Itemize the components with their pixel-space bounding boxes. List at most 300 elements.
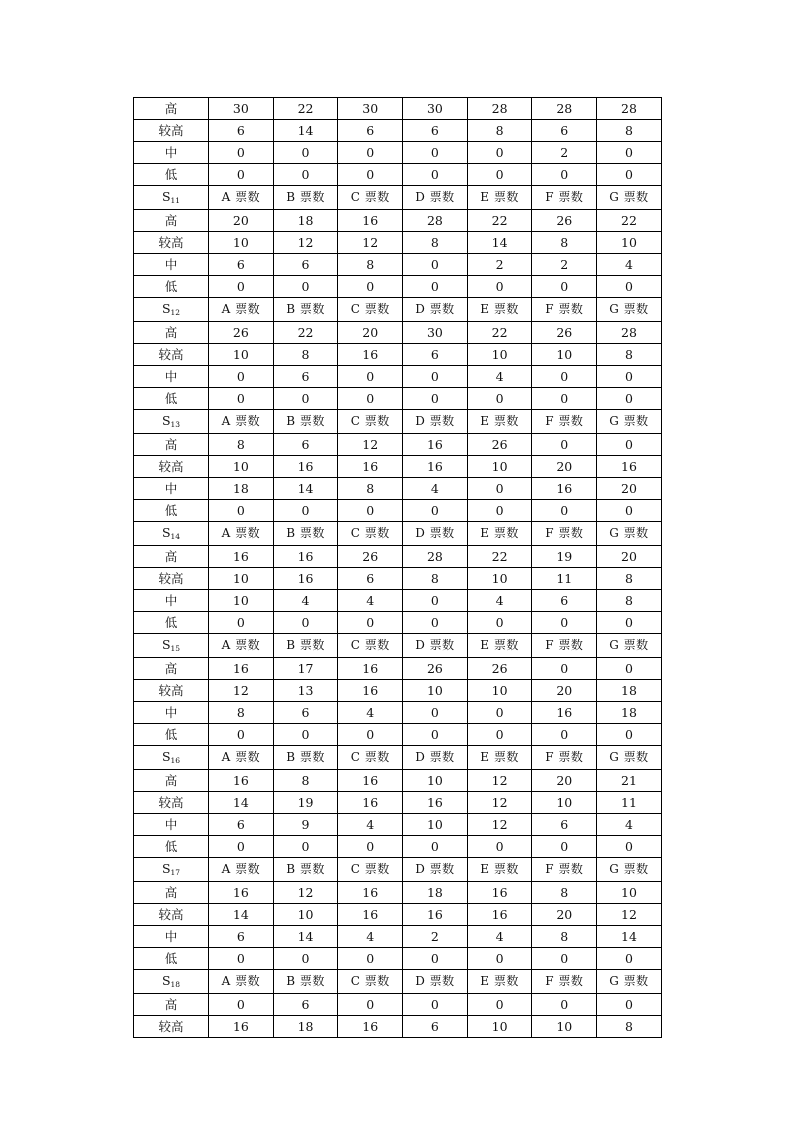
rating-level-label: 高 bbox=[134, 770, 209, 792]
vote-count-cell: 0 bbox=[403, 702, 468, 724]
rating-level-label: 较高 bbox=[134, 1016, 209, 1038]
vote-count-cell: 30 bbox=[338, 98, 403, 120]
vote-count-cell: 16 bbox=[338, 210, 403, 232]
vote-count-cell: 8 bbox=[273, 770, 338, 792]
vote-count-cell: 6 bbox=[403, 1016, 468, 1038]
vote-column-header: B 票数 bbox=[273, 186, 338, 210]
vote-count-cell: 10 bbox=[209, 344, 274, 366]
criterion-label bbox=[134, 522, 209, 546]
vote-count-cell: 28 bbox=[467, 98, 532, 120]
vote-count-cell: 16 bbox=[467, 904, 532, 926]
rating-row bbox=[134, 590, 662, 612]
vote-count-cell: 28 bbox=[597, 98, 662, 120]
vote-column-header: E 票数 bbox=[467, 970, 532, 994]
vote-column-header: D 票数 bbox=[403, 298, 468, 322]
vote-column-header: B 票数 bbox=[273, 522, 338, 546]
vote-column-header: C 票数 bbox=[338, 634, 403, 658]
vote-count-cell: 0 bbox=[403, 948, 468, 970]
vote-count-cell: 0 bbox=[273, 142, 338, 164]
vote-count-table bbox=[133, 97, 662, 1038]
vote-column-header: E 票数 bbox=[467, 634, 532, 658]
vote-count-cell: 22 bbox=[467, 546, 532, 568]
criterion-subscript: 16 bbox=[170, 756, 181, 765]
criterion-letter: S bbox=[161, 637, 171, 652]
rating-row bbox=[134, 434, 662, 456]
criterion-letter: S bbox=[161, 749, 171, 764]
vote-column-header: G 票数 bbox=[597, 970, 662, 994]
vote-count-cell: 20 bbox=[597, 478, 662, 500]
vote-count-cell: 0 bbox=[338, 612, 403, 634]
vote-count-cell: 0 bbox=[209, 612, 274, 634]
vote-count-cell: 16 bbox=[597, 456, 662, 478]
vote-count-cell: 0 bbox=[338, 948, 403, 970]
vote-count-cell: 8 bbox=[597, 344, 662, 366]
vote-count-cell: 14 bbox=[209, 904, 274, 926]
criterion-subscript: 12 bbox=[170, 308, 181, 317]
vote-count-cell: 0 bbox=[467, 276, 532, 298]
vote-count-cell: 16 bbox=[209, 658, 274, 680]
vote-column-header: E 票数 bbox=[467, 186, 532, 210]
rating-row bbox=[134, 680, 662, 702]
vote-count-cell: 4 bbox=[597, 814, 662, 836]
vote-count-cell: 16 bbox=[209, 546, 274, 568]
vote-count-cell: 0 bbox=[467, 702, 532, 724]
vote-count-cell: 0 bbox=[403, 366, 468, 388]
vote-column-header: E 票数 bbox=[467, 522, 532, 546]
criterion-header-row bbox=[134, 634, 662, 658]
criterion-label bbox=[134, 970, 209, 994]
vote-column-header: B 票数 bbox=[273, 634, 338, 658]
vote-count-cell: 0 bbox=[467, 724, 532, 746]
rating-row bbox=[134, 456, 662, 478]
vote-count-cell: 6 bbox=[532, 120, 597, 142]
vote-count-cell: 6 bbox=[403, 344, 468, 366]
vote-count-cell: 8 bbox=[338, 254, 403, 276]
vote-count-cell: 26 bbox=[209, 322, 274, 344]
vote-count-cell: 11 bbox=[597, 792, 662, 814]
vote-count-cell: 10 bbox=[467, 1016, 532, 1038]
vote-count-cell: 16 bbox=[273, 546, 338, 568]
vote-count-cell: 0 bbox=[597, 388, 662, 410]
rating-row bbox=[134, 658, 662, 680]
vote-count-cell: 28 bbox=[597, 322, 662, 344]
vote-column-header: F 票数 bbox=[532, 186, 597, 210]
vote-count-cell: 4 bbox=[467, 926, 532, 948]
vote-count-cell: 12 bbox=[338, 434, 403, 456]
vote-count-cell: 0 bbox=[403, 836, 468, 858]
rating-row bbox=[134, 500, 662, 522]
vote-count-cell: 0 bbox=[597, 434, 662, 456]
vote-count-cell: 0 bbox=[467, 164, 532, 186]
vote-count-cell: 2 bbox=[532, 142, 597, 164]
criterion-subscript: 13 bbox=[170, 420, 181, 429]
vote-count-cell: 0 bbox=[209, 276, 274, 298]
rating-level-label: 低 bbox=[134, 948, 209, 970]
vote-column-header: F 票数 bbox=[532, 634, 597, 658]
vote-count-cell: 8 bbox=[273, 344, 338, 366]
criterion-label bbox=[134, 858, 209, 882]
vote-count-cell: 8 bbox=[403, 568, 468, 590]
vote-column-header: C 票数 bbox=[338, 410, 403, 434]
vote-count-cell: 10 bbox=[403, 770, 468, 792]
vote-count-cell: 0 bbox=[467, 142, 532, 164]
vote-count-cell: 10 bbox=[597, 882, 662, 904]
rating-row bbox=[134, 724, 662, 746]
vote-count-cell: 0 bbox=[273, 388, 338, 410]
rating-row bbox=[134, 948, 662, 970]
rating-level-label: 高 bbox=[134, 882, 209, 904]
vote-count-cell: 8 bbox=[338, 478, 403, 500]
vote-count-cell: 4 bbox=[467, 590, 532, 612]
vote-count-cell: 19 bbox=[532, 546, 597, 568]
vote-count-cell: 2 bbox=[403, 926, 468, 948]
rating-level-label: 高 bbox=[134, 434, 209, 456]
vote-count-cell: 0 bbox=[597, 142, 662, 164]
vote-count-cell: 16 bbox=[273, 568, 338, 590]
vote-count-cell: 4 bbox=[338, 590, 403, 612]
vote-column-header: G 票数 bbox=[597, 298, 662, 322]
vote-count-cell: 0 bbox=[273, 948, 338, 970]
vote-count-cell: 0 bbox=[403, 590, 468, 612]
criterion-letter: S bbox=[161, 189, 171, 204]
vote-count-cell: 0 bbox=[403, 254, 468, 276]
vote-count-cell: 16 bbox=[338, 792, 403, 814]
vote-count-cell: 6 bbox=[209, 926, 274, 948]
vote-count-cell: 26 bbox=[532, 210, 597, 232]
rating-level-label: 较高 bbox=[134, 680, 209, 702]
vote-count-cell: 0 bbox=[403, 994, 468, 1016]
vote-column-header: F 票数 bbox=[532, 522, 597, 546]
vote-column-header: F 票数 bbox=[532, 298, 597, 322]
vote-count-cell: 0 bbox=[209, 164, 274, 186]
vote-count-cell: 0 bbox=[532, 276, 597, 298]
vote-count-cell: 0 bbox=[209, 724, 274, 746]
vote-count-cell: 10 bbox=[467, 344, 532, 366]
vote-count-cell: 16 bbox=[403, 434, 468, 456]
rating-level-label: 中 bbox=[134, 590, 209, 612]
vote-column-header: B 票数 bbox=[273, 970, 338, 994]
vote-count-cell: 8 bbox=[209, 702, 274, 724]
vote-count-cell: 6 bbox=[209, 254, 274, 276]
rating-row bbox=[134, 926, 662, 948]
vote-count-cell: 16 bbox=[273, 456, 338, 478]
rating-level-label: 低 bbox=[134, 164, 209, 186]
vote-column-header: F 票数 bbox=[532, 410, 597, 434]
vote-count-cell: 16 bbox=[209, 1016, 274, 1038]
criterion-header-row bbox=[134, 746, 662, 770]
vote-column-header: A 票数 bbox=[209, 298, 274, 322]
vote-count-cell: 0 bbox=[273, 276, 338, 298]
vote-count-cell: 6 bbox=[532, 590, 597, 612]
vote-column-header: G 票数 bbox=[597, 522, 662, 546]
vote-column-header: C 票数 bbox=[338, 186, 403, 210]
rating-row bbox=[134, 388, 662, 410]
vote-count-cell: 6 bbox=[209, 120, 274, 142]
vote-count-cell: 20 bbox=[532, 770, 597, 792]
criterion-header-row bbox=[134, 970, 662, 994]
criterion-letter: S bbox=[161, 413, 171, 428]
rating-level-label: 高 bbox=[134, 658, 209, 680]
criterion-letter: S bbox=[161, 525, 171, 540]
rating-row bbox=[134, 702, 662, 724]
vote-column-header: A 票数 bbox=[209, 522, 274, 546]
vote-column-header: D 票数 bbox=[403, 746, 468, 770]
rating-row bbox=[134, 770, 662, 792]
rating-row bbox=[134, 120, 662, 142]
vote-count-cell: 0 bbox=[209, 948, 274, 970]
vote-column-header: G 票数 bbox=[597, 858, 662, 882]
vote-count-cell: 26 bbox=[467, 658, 532, 680]
rating-level-label: 低 bbox=[134, 724, 209, 746]
criterion-subscript: 14 bbox=[170, 532, 181, 541]
vote-count-cell: 0 bbox=[403, 724, 468, 746]
vote-column-header: A 票数 bbox=[209, 858, 274, 882]
vote-count-cell: 6 bbox=[273, 254, 338, 276]
vote-count-cell: 0 bbox=[273, 500, 338, 522]
criterion-header-row bbox=[134, 522, 662, 546]
vote-count-cell: 8 bbox=[597, 568, 662, 590]
vote-column-header: A 票数 bbox=[209, 410, 274, 434]
vote-count-cell: 0 bbox=[597, 612, 662, 634]
rating-level-label: 较高 bbox=[134, 904, 209, 926]
vote-count-cell: 26 bbox=[532, 322, 597, 344]
rating-level-label: 高 bbox=[134, 994, 209, 1016]
rating-row bbox=[134, 994, 662, 1016]
rating-level-label: 较高 bbox=[134, 456, 209, 478]
vote-count-cell: 0 bbox=[209, 366, 274, 388]
rating-row bbox=[134, 612, 662, 634]
vote-count-cell: 12 bbox=[467, 770, 532, 792]
vote-count-cell: 10 bbox=[209, 590, 274, 612]
vote-count-cell: 6 bbox=[532, 814, 597, 836]
vote-count-cell: 18 bbox=[273, 1016, 338, 1038]
vote-count-cell: 16 bbox=[467, 882, 532, 904]
rating-level-label: 中 bbox=[134, 814, 209, 836]
vote-count-cell: 0 bbox=[597, 836, 662, 858]
criterion-letter: S bbox=[161, 973, 171, 988]
vote-count-cell: 16 bbox=[338, 882, 403, 904]
vote-count-cell: 0 bbox=[532, 434, 597, 456]
criterion-subscript: 18 bbox=[170, 980, 181, 989]
vote-count-cell: 0 bbox=[467, 478, 532, 500]
vote-count-cell: 0 bbox=[597, 276, 662, 298]
vote-count-cell: 4 bbox=[338, 814, 403, 836]
vote-count-cell: 0 bbox=[403, 388, 468, 410]
rating-row bbox=[134, 254, 662, 276]
vote-count-cell: 14 bbox=[597, 926, 662, 948]
vote-column-header: D 票数 bbox=[403, 522, 468, 546]
rating-level-label: 高 bbox=[134, 210, 209, 232]
vote-count-cell: 0 bbox=[467, 500, 532, 522]
vote-count-cell: 28 bbox=[403, 546, 468, 568]
vote-count-cell: 0 bbox=[273, 836, 338, 858]
vote-count-cell: 0 bbox=[273, 724, 338, 746]
vote-column-header: G 票数 bbox=[597, 410, 662, 434]
vote-count-cell: 0 bbox=[467, 948, 532, 970]
vote-count-cell: 20 bbox=[209, 210, 274, 232]
vote-count-cell: 22 bbox=[467, 322, 532, 344]
vote-count-cell: 0 bbox=[338, 276, 403, 298]
vote-count-cell: 10 bbox=[273, 904, 338, 926]
vote-count-cell: 20 bbox=[532, 680, 597, 702]
vote-count-cell: 4 bbox=[403, 478, 468, 500]
criterion-label bbox=[134, 410, 209, 434]
vote-count-cell: 0 bbox=[532, 836, 597, 858]
vote-count-cell: 0 bbox=[338, 724, 403, 746]
vote-count-cell: 12 bbox=[597, 904, 662, 926]
criterion-label bbox=[134, 746, 209, 770]
rating-row bbox=[134, 814, 662, 836]
vote-count-cell: 22 bbox=[467, 210, 532, 232]
vote-count-cell: 0 bbox=[403, 276, 468, 298]
vote-count-cell: 0 bbox=[273, 164, 338, 186]
vote-count-cell: 0 bbox=[338, 366, 403, 388]
vote-count-cell: 0 bbox=[597, 948, 662, 970]
vote-column-header: C 票数 bbox=[338, 298, 403, 322]
vote-count-cell: 0 bbox=[209, 500, 274, 522]
criterion-subscript: 17 bbox=[170, 868, 181, 877]
vote-column-header: E 票数 bbox=[467, 746, 532, 770]
vote-count-cell: 4 bbox=[338, 926, 403, 948]
vote-count-cell: 8 bbox=[597, 1016, 662, 1038]
vote-count-cell: 17 bbox=[273, 658, 338, 680]
vote-count-cell: 16 bbox=[209, 770, 274, 792]
rating-level-label: 中 bbox=[134, 926, 209, 948]
vote-count-cell: 10 bbox=[209, 568, 274, 590]
vote-count-cell: 0 bbox=[532, 612, 597, 634]
vote-count-cell: 10 bbox=[403, 680, 468, 702]
vote-count-cell: 4 bbox=[338, 702, 403, 724]
vote-count-cell: 0 bbox=[403, 142, 468, 164]
vote-count-cell: 0 bbox=[597, 366, 662, 388]
vote-count-cell: 2 bbox=[532, 254, 597, 276]
vote-count-cell: 6 bbox=[273, 366, 338, 388]
vote-count-cell: 8 bbox=[467, 120, 532, 142]
rating-level-label: 低 bbox=[134, 500, 209, 522]
vote-count-cell: 12 bbox=[467, 792, 532, 814]
vote-count-cell: 0 bbox=[532, 366, 597, 388]
rating-level-label: 中 bbox=[134, 142, 209, 164]
vote-count-cell: 0 bbox=[467, 388, 532, 410]
vote-column-header: C 票数 bbox=[338, 522, 403, 546]
vote-column-header: A 票数 bbox=[209, 746, 274, 770]
vote-count-cell: 0 bbox=[338, 142, 403, 164]
vote-column-header: D 票数 bbox=[403, 186, 468, 210]
vote-count-cell: 6 bbox=[273, 994, 338, 1016]
rating-level-label: 低 bbox=[134, 276, 209, 298]
vote-count-cell: 2 bbox=[467, 254, 532, 276]
vote-count-cell: 16 bbox=[532, 702, 597, 724]
vote-count-cell: 0 bbox=[338, 994, 403, 1016]
vote-count-cell: 22 bbox=[597, 210, 662, 232]
criterion-label bbox=[134, 298, 209, 322]
rating-row bbox=[134, 344, 662, 366]
vote-count-cell: 0 bbox=[209, 142, 274, 164]
vote-count-cell: 30 bbox=[403, 98, 468, 120]
vote-column-header: D 票数 bbox=[403, 970, 468, 994]
vote-count-cell: 0 bbox=[338, 388, 403, 410]
vote-count-cell: 12 bbox=[467, 814, 532, 836]
vote-count-cell: 21 bbox=[597, 770, 662, 792]
vote-count-cell: 12 bbox=[209, 680, 274, 702]
vote-count-cell: 10 bbox=[467, 568, 532, 590]
vote-count-cell: 0 bbox=[597, 994, 662, 1016]
vote-column-header: A 票数 bbox=[209, 970, 274, 994]
criterion-header-row bbox=[134, 858, 662, 882]
vote-count-cell: 6 bbox=[338, 120, 403, 142]
vote-count-cell: 10 bbox=[532, 792, 597, 814]
vote-count-cell: 0 bbox=[532, 948, 597, 970]
vote-column-header: F 票数 bbox=[532, 858, 597, 882]
rating-level-label: 高 bbox=[134, 546, 209, 568]
vote-column-header: B 票数 bbox=[273, 858, 338, 882]
vote-count-cell: 20 bbox=[532, 904, 597, 926]
vote-count-cell: 0 bbox=[532, 994, 597, 1016]
vote-count-cell: 16 bbox=[338, 1016, 403, 1038]
rating-level-label: 较高 bbox=[134, 344, 209, 366]
vote-count-cell: 0 bbox=[467, 612, 532, 634]
vote-count-cell: 0 bbox=[273, 612, 338, 634]
rating-row bbox=[134, 366, 662, 388]
vote-column-header: F 票数 bbox=[532, 746, 597, 770]
vote-count-cell: 8 bbox=[532, 926, 597, 948]
vote-column-header: B 票数 bbox=[273, 298, 338, 322]
vote-count-cell: 12 bbox=[273, 882, 338, 904]
vote-column-header: G 票数 bbox=[597, 746, 662, 770]
vote-count-cell: 10 bbox=[532, 1016, 597, 1038]
rating-level-label: 较高 bbox=[134, 232, 209, 254]
vote-count-cell: 0 bbox=[597, 658, 662, 680]
vote-count-cell: 28 bbox=[403, 210, 468, 232]
vote-count-cell: 0 bbox=[532, 388, 597, 410]
vote-count-cell: 18 bbox=[403, 882, 468, 904]
vote-count-cell: 6 bbox=[273, 702, 338, 724]
vote-count-cell: 0 bbox=[209, 994, 274, 1016]
vote-count-cell: 22 bbox=[273, 98, 338, 120]
vote-count-cell: 0 bbox=[209, 836, 274, 858]
vote-count-cell: 0 bbox=[467, 836, 532, 858]
vote-count-cell: 6 bbox=[209, 814, 274, 836]
vote-column-header: E 票数 bbox=[467, 858, 532, 882]
vote-count-cell: 4 bbox=[597, 254, 662, 276]
vote-count-cell: 8 bbox=[209, 434, 274, 456]
rating-row bbox=[134, 142, 662, 164]
rating-row bbox=[134, 904, 662, 926]
rating-level-label: 高 bbox=[134, 322, 209, 344]
criterion-letter: S bbox=[161, 301, 171, 316]
vote-column-header: C 票数 bbox=[338, 858, 403, 882]
rating-level-label: 低 bbox=[134, 612, 209, 634]
vote-count-cell: 12 bbox=[273, 232, 338, 254]
rating-level-label: 高 bbox=[134, 98, 209, 120]
vote-count-cell: 16 bbox=[338, 904, 403, 926]
vote-column-header: B 票数 bbox=[273, 746, 338, 770]
vote-count-cell: 14 bbox=[209, 792, 274, 814]
vote-column-header: G 票数 bbox=[597, 186, 662, 210]
vote-count-cell: 19 bbox=[273, 792, 338, 814]
vote-count-cell: 26 bbox=[403, 658, 468, 680]
vote-column-header: E 票数 bbox=[467, 410, 532, 434]
vote-count-cell: 10 bbox=[532, 344, 597, 366]
vote-column-header: D 票数 bbox=[403, 858, 468, 882]
vote-count-cell: 6 bbox=[338, 568, 403, 590]
rating-row bbox=[134, 164, 662, 186]
criterion-header-row bbox=[134, 410, 662, 434]
rating-row bbox=[134, 1016, 662, 1038]
rating-row bbox=[134, 546, 662, 568]
rating-row bbox=[134, 210, 662, 232]
table-body bbox=[134, 98, 662, 1038]
